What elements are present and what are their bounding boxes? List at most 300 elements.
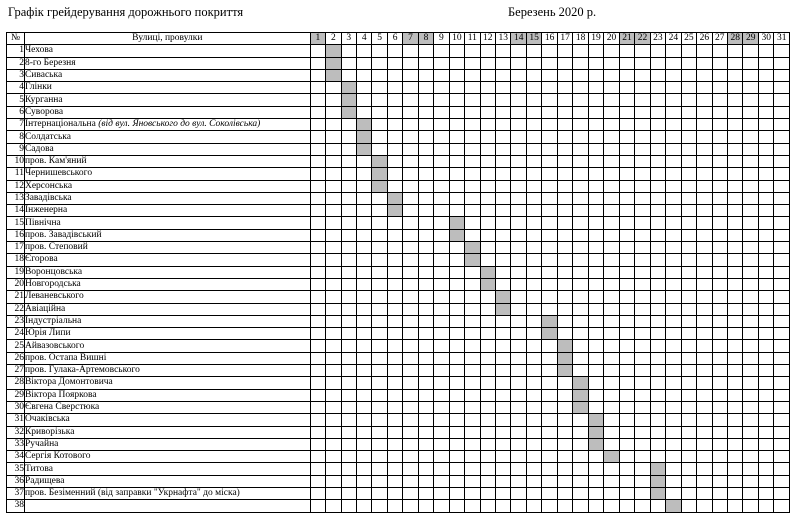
day-cell: [743, 352, 758, 364]
day-cell: [326, 106, 341, 118]
day-cell: [573, 229, 588, 241]
day-cell: [449, 131, 464, 143]
day-cell: [573, 438, 588, 450]
day-cell: [495, 180, 510, 192]
day-cell: [341, 303, 356, 315]
day-cell: [588, 340, 603, 352]
day-cell: [681, 352, 696, 364]
day-cell: [310, 377, 325, 389]
day-cell: [650, 328, 665, 340]
day-cell: [666, 475, 681, 487]
day-cell: [650, 377, 665, 389]
day-cell: [526, 315, 541, 327]
day-cell: [387, 69, 402, 81]
day-cell: [666, 438, 681, 450]
day-cell: [619, 389, 634, 401]
day-cell: [712, 205, 727, 217]
day-cell: [372, 254, 387, 266]
row-number: 12: [7, 180, 25, 192]
day-cell: [341, 69, 356, 81]
day-cell: [774, 69, 790, 81]
day-cell: [774, 168, 790, 180]
day-cell: [774, 131, 790, 143]
day-cell: [681, 487, 696, 499]
day-cell: [666, 45, 681, 57]
day-cell: [697, 315, 712, 327]
day-cell: [604, 401, 619, 413]
street-name: [24, 69, 310, 81]
day-header-12: 12: [480, 33, 495, 45]
day-cell: [403, 266, 418, 278]
day-cell: [619, 414, 634, 426]
day-cell: [449, 291, 464, 303]
day-cell: [635, 254, 650, 266]
day-cell: [712, 229, 727, 241]
day-cell: [604, 205, 619, 217]
day-cell: [697, 303, 712, 315]
day-cell: [434, 131, 449, 143]
day-cell: [712, 119, 727, 131]
day-cell: [542, 463, 557, 475]
day-cell: [588, 487, 603, 499]
day-cell: [650, 168, 665, 180]
day-cell: [573, 155, 588, 167]
day-cell: [712, 377, 727, 389]
day-cell: [526, 291, 541, 303]
day-cell: [542, 180, 557, 192]
day-cell: [697, 340, 712, 352]
day-cell: [480, 229, 495, 241]
day-cell: [557, 180, 572, 192]
day-cell: [650, 401, 665, 413]
day-cell: [619, 192, 634, 204]
day-cell: [310, 242, 325, 254]
day-cell: [434, 69, 449, 81]
day-cell: [434, 254, 449, 266]
day-cell: [542, 352, 557, 364]
day-cell: [465, 315, 480, 327]
day-cell: [480, 315, 495, 327]
day-header-8: 8: [418, 33, 433, 45]
day-cell: [743, 377, 758, 389]
day-cell: [681, 69, 696, 81]
day-cell: [681, 192, 696, 204]
day-cell: [465, 414, 480, 426]
row-number: 9: [7, 143, 25, 155]
day-cell: [326, 401, 341, 413]
day-cell: [495, 82, 510, 94]
row-number: 25: [7, 340, 25, 352]
day-header-17: 17: [557, 33, 572, 45]
day-cell: [310, 352, 325, 364]
day-cell: [310, 180, 325, 192]
day-cell: [619, 82, 634, 94]
day-cell: [604, 463, 619, 475]
day-cell: [465, 278, 480, 290]
day-cell: [774, 365, 790, 377]
day-cell: [774, 401, 790, 413]
day-cell: [681, 401, 696, 413]
day-cell: [743, 254, 758, 266]
day-cell: [619, 69, 634, 81]
day-cell: [681, 229, 696, 241]
day-cell: [557, 106, 572, 118]
day-cell: [635, 266, 650, 278]
day-cell: [774, 463, 790, 475]
day-cell: [728, 303, 743, 315]
day-cell: [310, 217, 325, 229]
street-name: [24, 451, 310, 463]
day-cell: [650, 94, 665, 106]
day-cell: [341, 143, 356, 155]
table-row: [7, 463, 790, 475]
day-cell: [666, 451, 681, 463]
day-cell: [743, 229, 758, 241]
day-cell: [728, 463, 743, 475]
day-cell: [604, 278, 619, 290]
day-header-5: 5: [372, 33, 387, 45]
day-cell: [712, 192, 727, 204]
day-cell: [310, 389, 325, 401]
scheduled-day-cell: [449, 217, 464, 229]
day-cell: [619, 217, 634, 229]
day-cell: [341, 180, 356, 192]
day-cell: [341, 328, 356, 340]
day-cell: [356, 155, 371, 167]
day-cell: [774, 217, 790, 229]
day-cell: [341, 278, 356, 290]
street-label: Суворова: [24, 106, 64, 117]
day-cell: [619, 328, 634, 340]
day-cell: [326, 254, 341, 266]
day-cell: [774, 57, 790, 69]
day-cell: [712, 414, 727, 426]
day-cell: [387, 45, 402, 57]
day-cell: [465, 180, 480, 192]
day-cell: [495, 94, 510, 106]
scheduled-day-cell: [372, 168, 387, 180]
day-cell: [635, 217, 650, 229]
day-cell: [697, 389, 712, 401]
day-cell: [511, 463, 526, 475]
day-cell: [418, 340, 433, 352]
day-cell: [758, 315, 773, 327]
day-cell: [403, 365, 418, 377]
day-cell: [434, 487, 449, 499]
day-cell: [588, 254, 603, 266]
row-number: 6: [7, 106, 25, 118]
day-cell: [758, 155, 773, 167]
day-header-15: 15: [526, 33, 541, 45]
street-note: (від вул. Яновського до вул. Соколівська): [98, 119, 261, 130]
street-name: [24, 463, 310, 475]
day-cell: [712, 352, 727, 364]
day-cell: [511, 82, 526, 94]
row-number: 13: [7, 192, 25, 204]
day-cell: [743, 69, 758, 81]
day-cell: [372, 475, 387, 487]
day-cell: [418, 377, 433, 389]
day-cell: [511, 438, 526, 450]
day-cell: [465, 365, 480, 377]
day-cell: [449, 106, 464, 118]
day-cell: [697, 365, 712, 377]
day-cell: [758, 291, 773, 303]
day-cell: [604, 131, 619, 143]
street-name: [24, 217, 310, 229]
day-cell: [681, 365, 696, 377]
day-cell: [356, 352, 371, 364]
day-cell: [434, 278, 449, 290]
day-cell: [465, 266, 480, 278]
day-cell: [604, 82, 619, 94]
day-cell: [604, 377, 619, 389]
day-cell: [712, 365, 727, 377]
day-cell: [557, 205, 572, 217]
day-cell: [666, 389, 681, 401]
day-cell: [666, 229, 681, 241]
day-cell: [635, 438, 650, 450]
day-cell: [728, 57, 743, 69]
row-number: 32: [7, 426, 25, 438]
day-cell: [758, 365, 773, 377]
scheduled-day-cell: [326, 57, 341, 69]
day-cell: [758, 451, 773, 463]
day-cell: [666, 192, 681, 204]
day-cell: [728, 389, 743, 401]
day-header-22: 22: [635, 33, 650, 45]
day-cell: [728, 414, 743, 426]
day-cell: [310, 106, 325, 118]
day-cell: [310, 143, 325, 155]
day-cell: [758, 143, 773, 155]
day-cell: [403, 94, 418, 106]
day-cell: [619, 377, 634, 389]
street-name: [24, 242, 310, 254]
day-cell: [326, 94, 341, 106]
day-cell: [619, 266, 634, 278]
day-cell: [418, 266, 433, 278]
day-cell: [387, 278, 402, 290]
day-cell: [310, 414, 325, 426]
day-cell: [511, 401, 526, 413]
day-cell: [588, 303, 603, 315]
table-row: [7, 180, 790, 192]
street-label: Садова: [24, 143, 54, 154]
day-header-11: 11: [465, 33, 480, 45]
row-number: 34: [7, 451, 25, 463]
day-cell: [758, 45, 773, 57]
day-cell: [557, 451, 572, 463]
day-cell: [666, 463, 681, 475]
day-cell: [712, 340, 727, 352]
day-cell: [372, 278, 387, 290]
day-cell: [774, 291, 790, 303]
day-cell: [480, 94, 495, 106]
day-cell: [434, 438, 449, 450]
table-row: [7, 438, 790, 450]
day-cell: [526, 340, 541, 352]
day-cell: [418, 94, 433, 106]
day-cell: [573, 192, 588, 204]
day-cell: [511, 254, 526, 266]
day-cell: [356, 451, 371, 463]
day-cell: [635, 205, 650, 217]
day-cell: [465, 426, 480, 438]
day-cell: [310, 487, 325, 499]
day-cell: [758, 340, 773, 352]
table-row: [7, 217, 790, 229]
day-cell: [743, 438, 758, 450]
day-cell: [326, 365, 341, 377]
day-cell: [573, 487, 588, 499]
day-cell: [372, 315, 387, 327]
day-cell: [495, 229, 510, 241]
day-header-28: 28: [728, 33, 743, 45]
day-cell: [758, 180, 773, 192]
day-cell: [774, 143, 790, 155]
day-cell: [758, 106, 773, 118]
day-cell: [403, 291, 418, 303]
day-cell: [449, 475, 464, 487]
day-cell: [449, 205, 464, 217]
day-cell: [758, 475, 773, 487]
day-cell: [681, 426, 696, 438]
day-cell: [743, 475, 758, 487]
day-cell: [712, 487, 727, 499]
day-cell: [697, 94, 712, 106]
day-cell: [495, 352, 510, 364]
day-cell: [758, 94, 773, 106]
day-header-2: 2: [326, 33, 341, 45]
day-cell: [387, 340, 402, 352]
day-cell: [403, 278, 418, 290]
day-cell: [557, 168, 572, 180]
day-cell: [650, 82, 665, 94]
day-cell: [418, 155, 433, 167]
day-cell: [495, 155, 510, 167]
day-cell: [712, 401, 727, 413]
day-header-7: 7: [403, 33, 418, 45]
day-cell: [666, 377, 681, 389]
street-label: Завадівська: [24, 193, 72, 203]
day-cell: [681, 475, 696, 487]
day-cell: [326, 328, 341, 340]
day-cell: [728, 315, 743, 327]
scheduled-day-cell: [557, 340, 572, 352]
day-cell: [758, 414, 773, 426]
day-cell: [372, 82, 387, 94]
day-cell: [465, 438, 480, 450]
day-cell: [588, 155, 603, 167]
day-cell: [387, 143, 402, 155]
day-cell: [434, 168, 449, 180]
day-cell: [588, 217, 603, 229]
day-cell: [666, 487, 681, 499]
row-number: 15: [7, 217, 25, 229]
day-cell: [511, 340, 526, 352]
day-cell: [743, 365, 758, 377]
day-cell: [697, 57, 712, 69]
day-cell: [774, 106, 790, 118]
day-cell: [681, 266, 696, 278]
day-cell: [341, 487, 356, 499]
day-cell: [712, 303, 727, 315]
day-cell: [511, 205, 526, 217]
day-cell: [387, 389, 402, 401]
day-cell: [758, 192, 773, 204]
street-label: Чернишевського: [24, 168, 93, 179]
day-cell: [372, 365, 387, 377]
day-cell: [681, 168, 696, 180]
day-cell: [743, 155, 758, 167]
row-number: 10: [7, 155, 25, 167]
table-body: [7, 45, 790, 512]
day-cell: [465, 451, 480, 463]
day-cell: [758, 426, 773, 438]
day-cell: [418, 487, 433, 499]
street-label: Інтернаціональна: [24, 119, 99, 130]
day-cell: [418, 143, 433, 155]
day-cell: [403, 426, 418, 438]
day-cell: [712, 426, 727, 438]
day-cell: [774, 328, 790, 340]
day-cell: [372, 340, 387, 352]
day-cell: [650, 365, 665, 377]
day-cell: [465, 328, 480, 340]
day-header-4: 4: [356, 33, 371, 45]
table-row: [7, 352, 790, 364]
street-label: Воронцовська: [24, 266, 83, 277]
day-cell: [758, 57, 773, 69]
day-cell: [557, 69, 572, 81]
day-cell: [666, 254, 681, 266]
day-cell: [495, 131, 510, 143]
day-cell: [743, 205, 758, 217]
day-cell: [619, 475, 634, 487]
day-cell: [604, 291, 619, 303]
day-cell: [619, 340, 634, 352]
day-cell: [588, 389, 603, 401]
street-label: Юрія Липи: [24, 328, 71, 339]
day-cell: [666, 106, 681, 118]
day-cell: [434, 463, 449, 475]
day-cell: [356, 57, 371, 69]
street-name: [24, 205, 310, 217]
day-cell: [387, 426, 402, 438]
day-cell: [604, 438, 619, 450]
day-cell: [635, 401, 650, 413]
day-cell: [712, 463, 727, 475]
day-cell: [650, 106, 665, 118]
table-row: [7, 57, 790, 69]
day-cell: [697, 192, 712, 204]
day-cell: [495, 340, 510, 352]
street-name: [24, 131, 310, 143]
day-cell: [511, 377, 526, 389]
day-cell: [465, 487, 480, 499]
day-cell: [434, 106, 449, 118]
day-cell: [449, 328, 464, 340]
day-cell: [666, 352, 681, 364]
street-label: пров. Безіменний (від заправки "Укрнафта" до міска): [24, 488, 240, 499]
day-cell: [635, 487, 650, 499]
day-cell: [758, 69, 773, 81]
day-cell: [310, 365, 325, 377]
day-cell: [557, 119, 572, 131]
day-cell: [758, 377, 773, 389]
day-cell: [480, 143, 495, 155]
